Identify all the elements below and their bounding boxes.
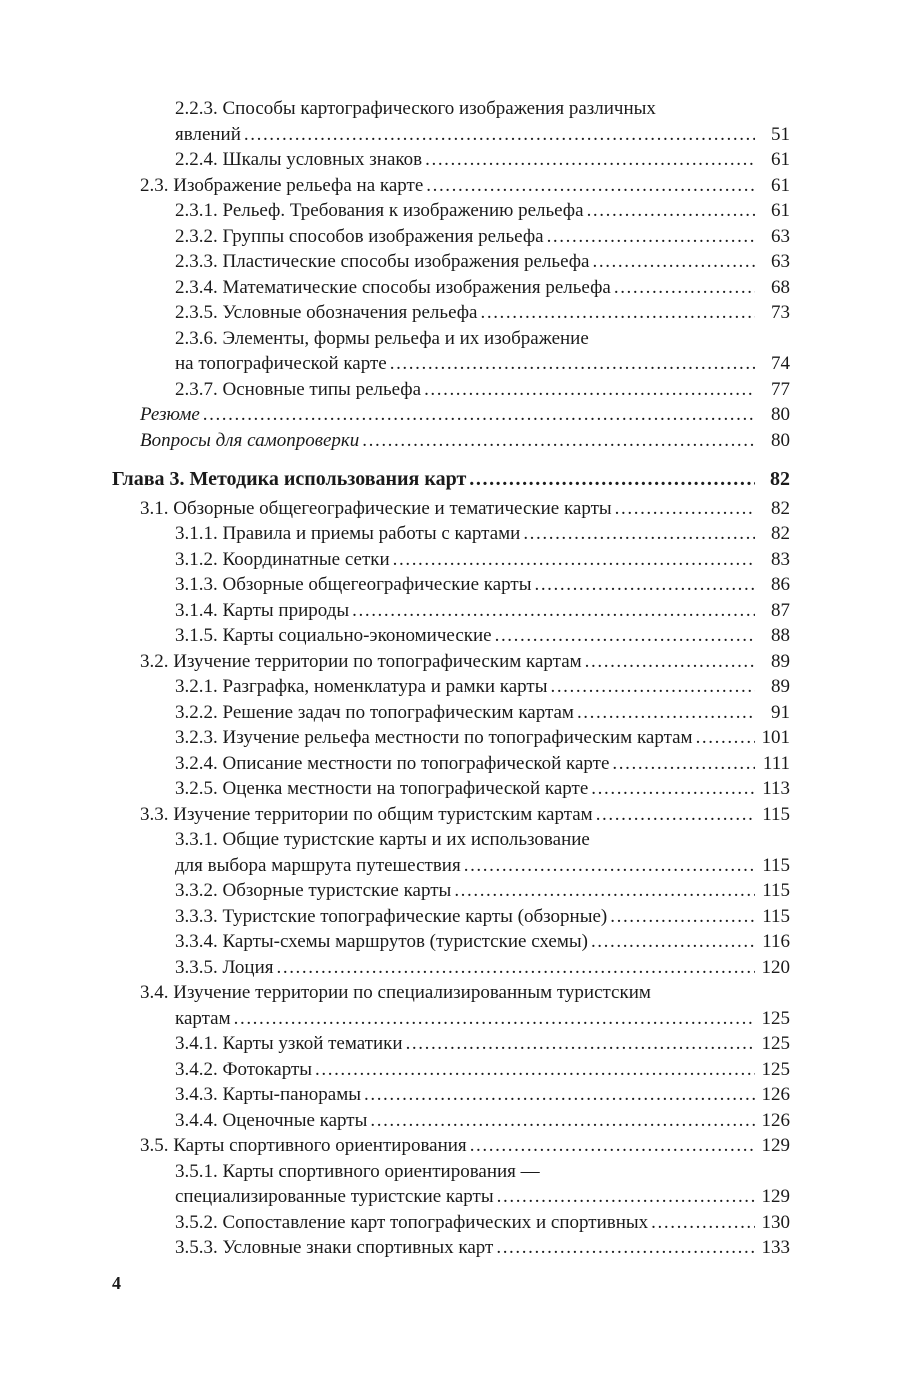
toc-entry-line xyxy=(140,1133,790,1159)
toc-entry-line xyxy=(175,1235,790,1261)
toc-entry-page: 61 xyxy=(771,200,790,221)
toc-entry-page: 73 xyxy=(771,302,790,323)
toc-entry-label: 2.2.4. Шкалы условных знаков xyxy=(175,149,423,170)
toc-entry-page: 82 xyxy=(770,468,790,490)
dot-leader xyxy=(612,751,755,777)
dot-leader xyxy=(244,122,755,148)
toc-entry-line xyxy=(175,904,790,930)
toc-entry-line xyxy=(175,224,790,250)
toc-entry-label: 3.2.4. Описание местности по топографической карте xyxy=(175,752,610,774)
toc-entry-line xyxy=(175,929,790,955)
toc-entry-page: 130 xyxy=(761,1211,790,1233)
toc-entry-page: 91 xyxy=(771,701,790,723)
toc-entry xyxy=(175,147,790,173)
dot-leader xyxy=(424,377,755,403)
toc-entry-line xyxy=(175,751,790,777)
toc-entry xyxy=(175,300,790,326)
toc-entry-label: 3.1.5. Карты социально-экономические xyxy=(175,625,492,646)
toc-entry xyxy=(175,623,790,649)
toc-entry-label: 3.5.3. Условные знаки спортивных карт xyxy=(175,1237,494,1258)
toc-entry-label: 3.2.1. Разграфка, номенклатура и рамки карты xyxy=(175,676,548,697)
dot-leader xyxy=(393,547,755,573)
toc-entry-page: 115 xyxy=(762,880,790,901)
toc-entry-label: 3.2. Изучение территории по топографическим картам xyxy=(140,650,582,672)
toc-entry xyxy=(175,776,790,802)
toc-entry-page: 86 xyxy=(771,574,790,595)
toc-entry-label: 3.5.2. Сопоставление карт топографических и спортивных xyxy=(175,1211,649,1233)
toc-entry-page: 51 xyxy=(771,123,790,145)
toc-entry-label: 3.2.5. Оценка местности на топографической карте xyxy=(175,778,589,799)
toc-entry xyxy=(140,1133,790,1159)
toc-entry-page: 80 xyxy=(771,404,790,425)
dot-leader xyxy=(454,878,755,904)
dot-leader xyxy=(615,496,755,522)
toc-entry xyxy=(175,1159,790,1210)
toc-entry-label: 2.3.2. Группы способов изображения рельефа xyxy=(175,225,544,247)
toc-entry-label: на топографической карте xyxy=(175,353,387,374)
toc-entry-page: 125 xyxy=(761,1058,790,1080)
toc-entry-label: картам xyxy=(175,1007,231,1029)
toc-entry-page: 74 xyxy=(771,353,790,374)
toc-entry xyxy=(175,1082,790,1108)
toc-entry-page: 63 xyxy=(771,225,790,247)
toc-entry-page: 89 xyxy=(771,650,790,672)
toc-entry-label: 2.2.3. Способы картографического изображения различных xyxy=(175,98,656,119)
toc-entry xyxy=(175,878,790,904)
dot-leader xyxy=(277,955,756,981)
toc-entry xyxy=(175,929,790,955)
toc-list xyxy=(112,96,790,1261)
dot-leader xyxy=(547,224,755,250)
dot-leader xyxy=(496,1235,755,1261)
toc-entry-page: 125 xyxy=(761,1033,790,1054)
toc-entry xyxy=(175,751,790,777)
dot-leader xyxy=(315,1057,755,1083)
toc-entry-line xyxy=(175,1082,790,1108)
toc-entry-line xyxy=(175,147,790,173)
dot-leader xyxy=(550,674,755,700)
toc-entry-line xyxy=(175,275,790,301)
dot-leader xyxy=(585,649,755,675)
toc-entry-page: 111 xyxy=(762,752,790,774)
dot-leader xyxy=(470,1133,755,1159)
toc-entry-line xyxy=(175,96,790,122)
toc-entry-label: 3.1.3. Обзорные общегеографические карты xyxy=(175,574,532,595)
toc-entry-page: 89 xyxy=(771,676,790,697)
toc-entry-line xyxy=(175,547,790,573)
toc-entry-line xyxy=(175,377,790,403)
dot-leader xyxy=(481,300,756,326)
toc-entry-label: 3.4.2. Фотокарты xyxy=(175,1058,313,1080)
dot-leader xyxy=(577,700,755,726)
toc-entry-label: 2.3.4. Математические способы изображения рельефа xyxy=(175,276,611,298)
toc-entry-label: 3.3.4. Карты-схемы маршрутов (туристские схемы) xyxy=(175,931,588,952)
toc-entry xyxy=(175,598,790,624)
toc-entry xyxy=(175,725,790,751)
toc-entry-line xyxy=(175,122,790,148)
toc-entry xyxy=(175,572,790,598)
toc-entry xyxy=(175,275,790,301)
toc-entry-line xyxy=(175,1108,790,1134)
toc-entry-line xyxy=(175,827,790,853)
dot-leader xyxy=(364,1082,755,1108)
toc-entry xyxy=(175,521,790,547)
toc-entry-label: 3.1.2. Координатные сетки xyxy=(175,548,390,570)
dot-leader xyxy=(591,776,755,802)
toc-entry-line xyxy=(175,776,790,802)
dot-leader xyxy=(426,173,755,199)
toc-entry-label: 3.3.5. Лоция xyxy=(175,956,274,978)
dot-leader xyxy=(534,572,755,598)
toc-entry-label: 2.3.1. Рельеф. Требования к изображению рельефа xyxy=(175,200,584,221)
toc-entry-page: 116 xyxy=(762,931,790,952)
toc-entry-page: 61 xyxy=(771,174,790,196)
toc-entry xyxy=(175,1031,790,1057)
toc-entry-label: 3.4. Изучение территории по специализированным туристским xyxy=(140,982,651,1003)
toc-entry xyxy=(175,700,790,726)
dot-leader xyxy=(234,1006,755,1032)
toc-entry-page: 115 xyxy=(762,803,790,825)
toc-entry-label: 3.1.4. Карты природы xyxy=(175,599,350,621)
toc-entry xyxy=(175,198,790,224)
dot-leader xyxy=(651,1210,755,1236)
toc-entry-page: 126 xyxy=(761,1109,790,1131)
toc-entry-line xyxy=(175,1031,790,1057)
toc-entry xyxy=(175,674,790,700)
toc-entry-label: 3.2.3. Изучение рельефа местности по топографическим картам xyxy=(175,727,693,748)
dot-leader xyxy=(203,402,755,428)
toc-entry-label: 2.3.6. Элементы, формы рельефа и их изображение xyxy=(175,327,589,349)
toc-entry xyxy=(175,1057,790,1083)
dot-leader xyxy=(593,249,756,275)
toc-entry-label: явлений xyxy=(175,123,241,145)
dot-leader xyxy=(610,904,755,930)
toc-entry xyxy=(140,649,790,675)
toc-entry-line xyxy=(140,402,790,428)
toc-entry xyxy=(175,249,790,275)
dot-leader xyxy=(425,147,755,173)
toc-entry xyxy=(140,496,790,522)
toc-entry-line xyxy=(175,853,790,879)
toc-entry xyxy=(175,326,790,377)
toc-entry xyxy=(175,547,790,573)
toc-entry-page: 82 xyxy=(771,497,790,519)
toc-entry-line xyxy=(175,1006,790,1032)
dot-leader xyxy=(362,428,755,454)
toc-entry-page: 113 xyxy=(762,778,790,799)
toc-entry-label: Вопросы для самопроверки xyxy=(140,429,360,451)
toc-entry-page: 63 xyxy=(771,251,790,272)
toc-entry-label: для выбора маршрута путешествия xyxy=(175,854,461,876)
toc-entry-page: 88 xyxy=(771,625,790,646)
toc-entry-label: специализированные туристские карты xyxy=(175,1186,494,1207)
toc-entry-label: 2.3.7. Основные типы рельефа xyxy=(175,378,422,400)
toc-entry-line xyxy=(175,598,790,624)
toc-entry-page: 101 xyxy=(761,727,790,748)
toc-entry-line xyxy=(175,1159,790,1185)
dot-leader xyxy=(464,853,755,879)
toc-entry-label: 3.4.1. Карты узкой тематики xyxy=(175,1033,403,1054)
toc-entry xyxy=(175,955,790,981)
toc-entry xyxy=(140,428,790,454)
toc-entry xyxy=(175,1210,790,1236)
dot-leader xyxy=(614,275,755,301)
toc-entry xyxy=(175,224,790,250)
toc-entry-page: 83 xyxy=(771,548,790,570)
dot-leader xyxy=(591,929,755,955)
toc-entry xyxy=(175,96,790,147)
toc-entry-label: Резюме xyxy=(140,404,200,425)
toc-entry-page: 115 xyxy=(762,854,790,876)
table-of-contents xyxy=(112,96,790,1261)
toc-entry-label: 3.3.1. Общие туристские карты и их использование xyxy=(175,829,590,850)
toc-entry-label: 3.1.1. Правила и приемы работы с картами xyxy=(175,523,521,544)
dot-leader xyxy=(390,351,755,377)
toc-entry-line xyxy=(175,725,790,751)
toc-entry-line xyxy=(175,1057,790,1083)
toc-entry-page: 125 xyxy=(761,1007,790,1029)
toc-entry-label: 2.3. Изображение рельефа на карте xyxy=(140,174,424,196)
toc-entry-line xyxy=(140,802,790,828)
toc-entry xyxy=(140,173,790,199)
toc-entry xyxy=(175,377,790,403)
toc-entry-page: 129 xyxy=(761,1186,790,1207)
toc-entry-label: 3.3.3. Туристские топографические карты (обзорные) xyxy=(175,905,608,927)
dot-leader xyxy=(406,1031,755,1057)
toc-entry-line xyxy=(140,428,790,454)
toc-entry-line xyxy=(140,980,790,1006)
dot-leader xyxy=(495,623,755,649)
toc-entry-page: 80 xyxy=(771,429,790,451)
toc-entry-page: 133 xyxy=(761,1237,790,1258)
toc-entry-page: 82 xyxy=(771,523,790,544)
toc-entry-page: 61 xyxy=(771,149,790,170)
toc-entry-label: 3.3.2. Обзорные туристские карты xyxy=(175,880,452,901)
toc-entry-line xyxy=(140,496,790,522)
toc-entry-label: 3.2.2. Решение задач по топографическим картам xyxy=(175,701,574,723)
toc-entry-page: 87 xyxy=(771,599,790,621)
dot-leader xyxy=(523,521,755,547)
toc-entry-label: 3.4.3. Карты-панорамы xyxy=(175,1084,361,1105)
toc-entry-page: 129 xyxy=(761,1135,790,1156)
dot-leader xyxy=(587,198,755,224)
toc-entry-label: 2.3.3. Пластические способы изображения рельефа xyxy=(175,251,590,272)
toc-entry-line xyxy=(175,955,790,981)
toc-entry-line xyxy=(175,326,790,352)
toc-entry xyxy=(112,467,790,493)
toc-entry xyxy=(175,904,790,930)
toc-entry xyxy=(140,402,790,428)
page-number: 4 xyxy=(112,1273,121,1293)
toc-entry-line xyxy=(175,198,790,224)
dot-leader xyxy=(370,1108,755,1134)
toc-entry-page: 126 xyxy=(761,1084,790,1105)
toc-entry-label: 3.3. Изучение территории по общим туристским картам xyxy=(140,803,593,825)
toc-entry-line xyxy=(175,351,790,377)
toc-entry-line xyxy=(175,623,790,649)
toc-entry-line xyxy=(175,1184,790,1210)
toc-entry-line xyxy=(175,1210,790,1236)
toc-entry xyxy=(140,980,790,1031)
toc-entry-page: 77 xyxy=(771,378,790,400)
toc-entry-line xyxy=(140,649,790,675)
toc-entry-label: Глава 3. Методика использования карт xyxy=(112,468,467,490)
dot-leader xyxy=(352,598,755,624)
toc-entry-line xyxy=(175,249,790,275)
dot-leader xyxy=(696,725,755,751)
toc-entry-line xyxy=(175,300,790,326)
dot-leader xyxy=(497,1184,755,1210)
toc-entry xyxy=(175,827,790,878)
toc-entry-page: 68 xyxy=(771,276,790,298)
toc-entry-label: 3.5. Карты спортивного ориентирования xyxy=(140,1135,467,1156)
toc-entry-line xyxy=(175,521,790,547)
dot-leader xyxy=(596,802,755,828)
toc-entry-label: 2.3.5. Условные обозначения рельефа xyxy=(175,302,478,323)
toc-entry-line xyxy=(112,467,790,493)
toc-entry-line xyxy=(175,572,790,598)
toc-entry-line xyxy=(175,674,790,700)
toc-entry-page: 120 xyxy=(761,956,790,978)
toc-entry xyxy=(175,1108,790,1134)
dot-leader xyxy=(469,467,755,493)
toc-entry-label: 3.4.4. Оценочные карты xyxy=(175,1109,368,1131)
toc-entry xyxy=(175,1235,790,1261)
toc-entry-label: 3.5.1. Карты спортивного ориентирования — xyxy=(175,1160,540,1182)
toc-entry xyxy=(140,802,790,828)
toc-entry-line xyxy=(140,173,790,199)
toc-entry-label: 3.1. Обзорные общегеографические и тематические карты xyxy=(140,497,612,519)
toc-entry-page: 115 xyxy=(762,905,790,927)
toc-entry-line xyxy=(175,878,790,904)
toc-entry-line xyxy=(175,700,790,726)
